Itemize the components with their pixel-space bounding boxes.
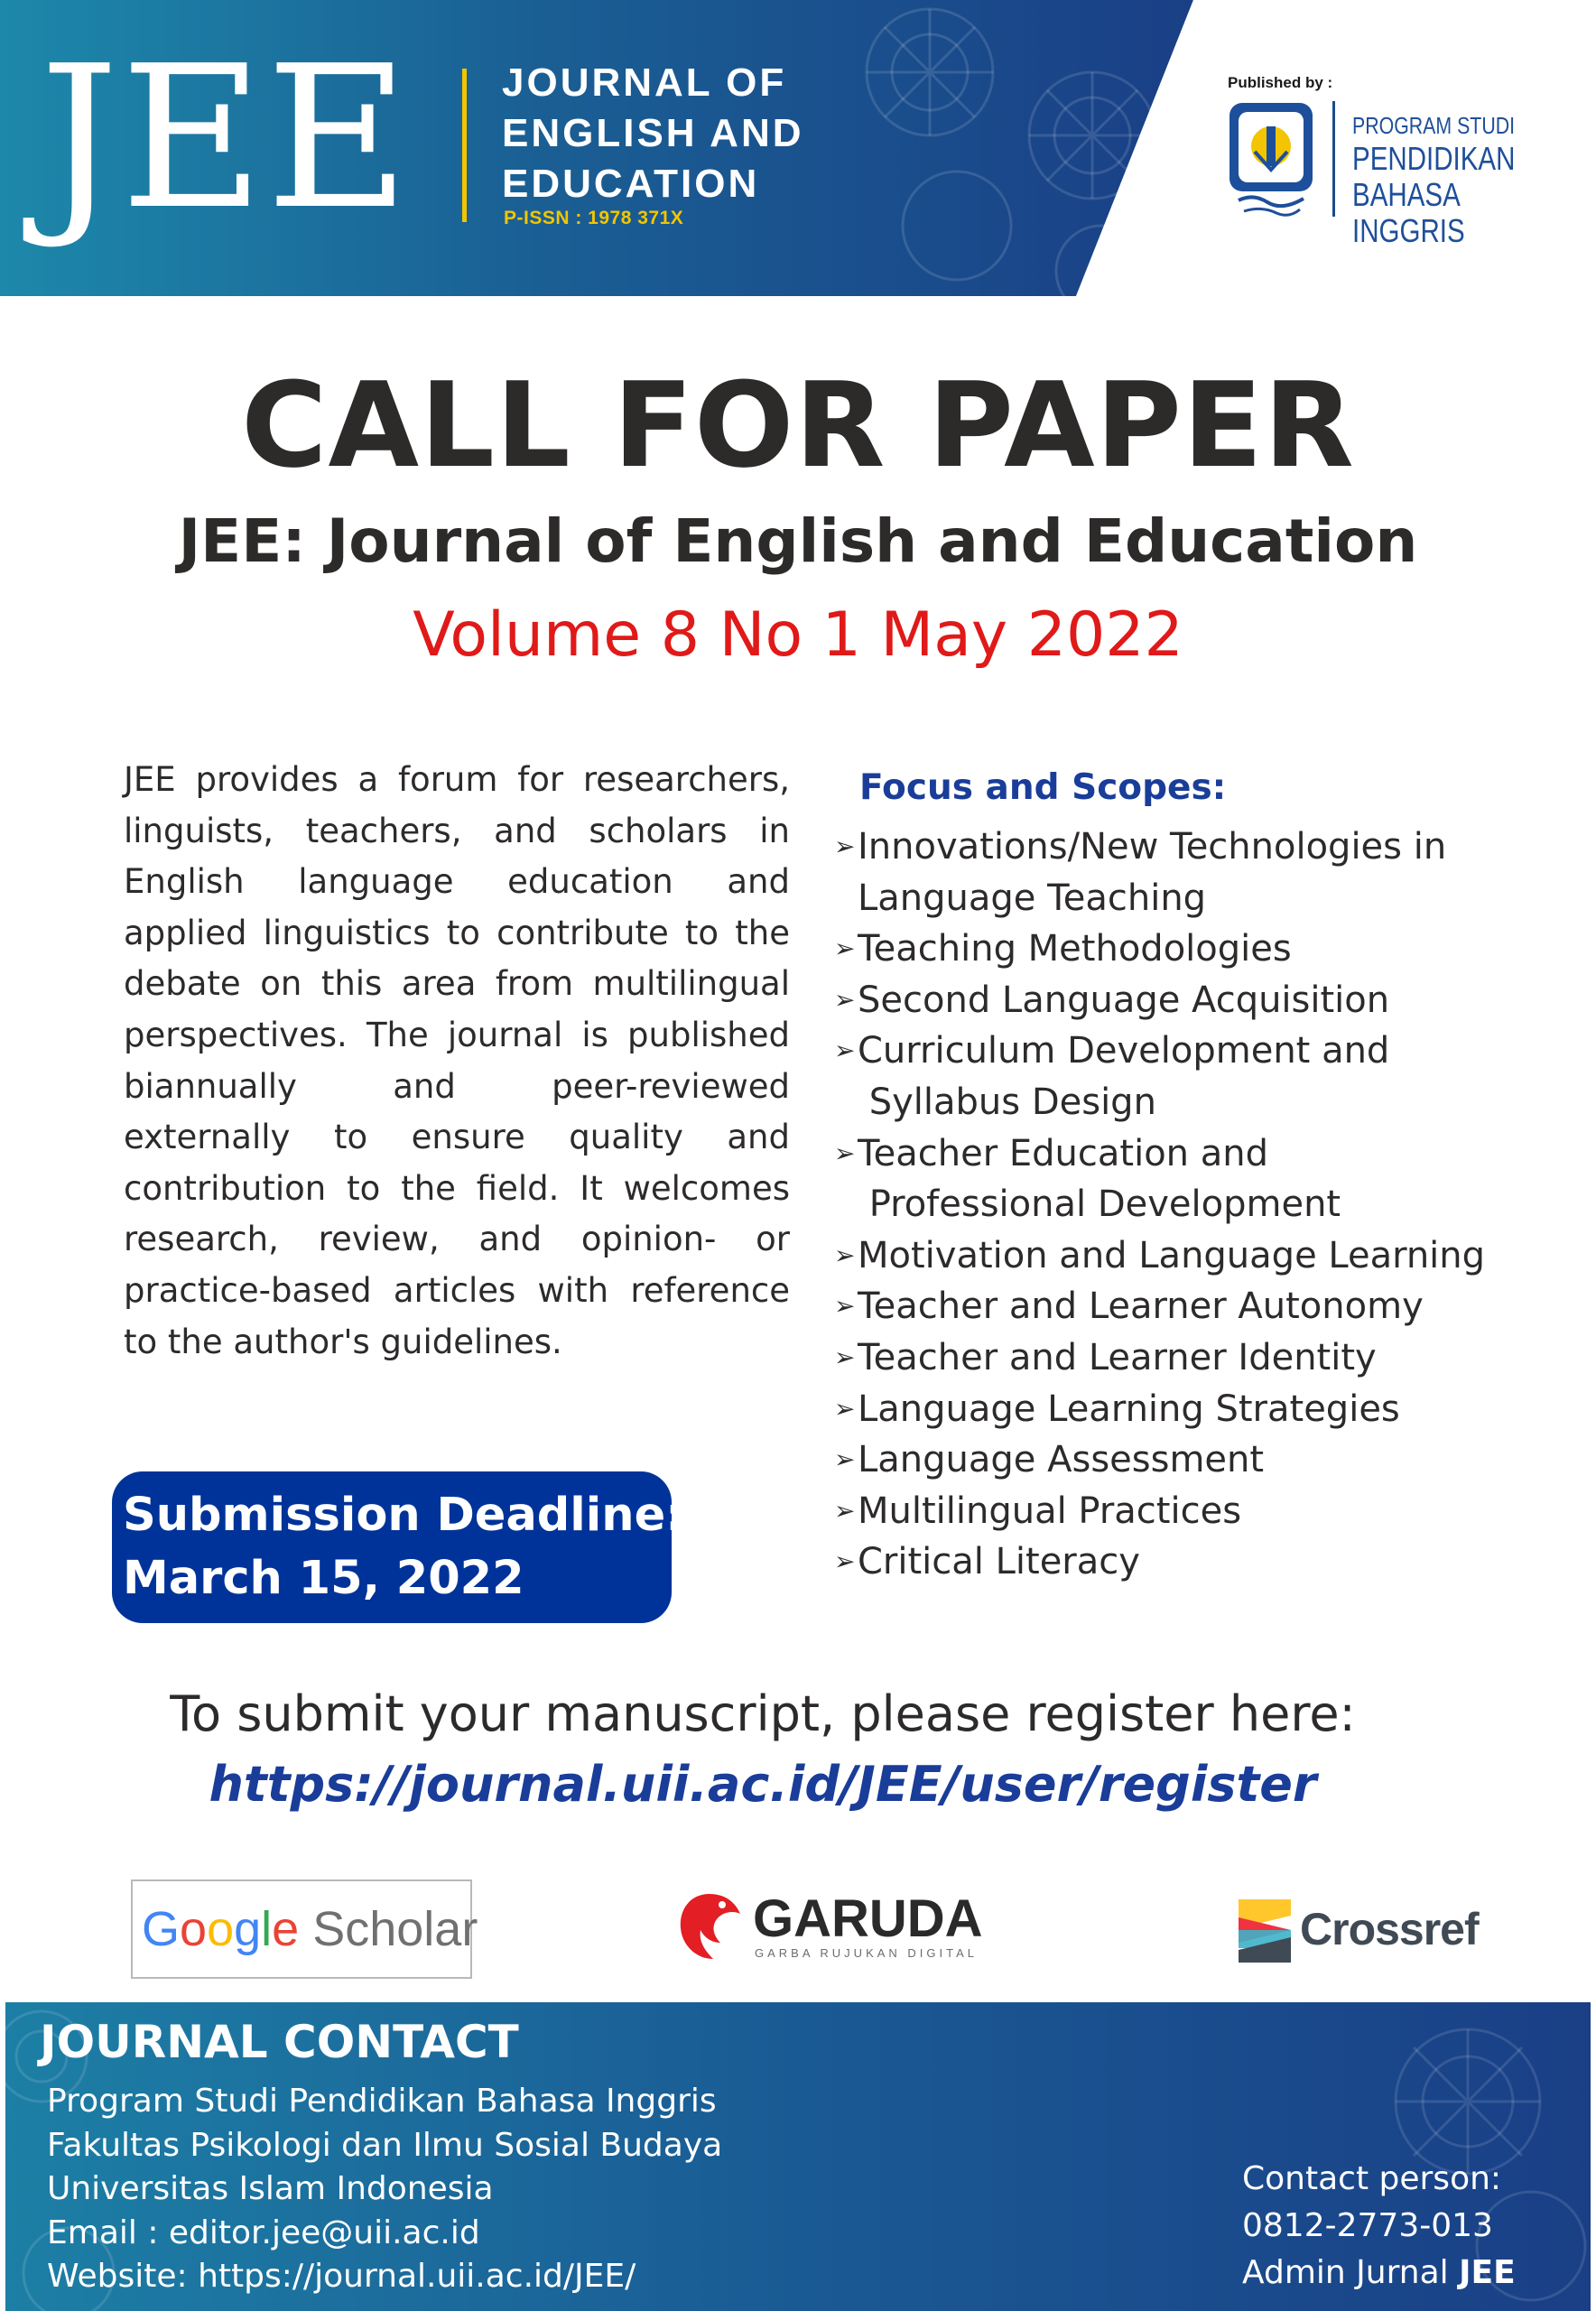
deadline-date: March 15, 2022 [123,1552,524,1605]
arrowhead-icon: ➢ [834,1444,856,1475]
list-item [834,1434,1556,1486]
list-item-label: Language Teaching [858,877,1207,919]
list-item-label: Curriculum Development and [858,1030,1390,1072]
email-line[interactable]: Email : editor.jee@uii.ac.id [47,2214,480,2251]
arrowhead-icon: ➢ [834,1546,856,1577]
website-line[interactable]: Website: https://journal.uii.ac.id/JEE/ [47,2258,636,2295]
list-item [834,1179,1556,1230]
list-item [834,1332,1556,1384]
publisher-name [1352,110,1552,249]
arrowhead-icon: ➢ [834,1239,856,1270]
garuda-tagline: GARBA RUJUKAN DIGITAL [755,1946,979,1960]
deadline-label: Submission Deadline: [123,1489,684,1542]
list-item [834,1384,1556,1435]
contact-label: Contact person: [1242,2160,1502,2197]
list-item [834,1486,1556,1537]
publisher-line: PROGRAM STUDI [1352,112,1516,139]
submission-deadline-badge [112,1471,684,1623]
arrowhead-icon: ➢ [834,1035,856,1066]
garuda-icon [677,1890,742,1963]
contact-admin: Admin Jurnal JEE [1242,2254,1516,2291]
contact-phone[interactable]: 0812-2773-013 [1242,2207,1493,2244]
list-item-label: Language Learning Strategies [858,1388,1400,1430]
list-item [834,873,1556,924]
list-item-label: Professional Development [858,1183,1341,1226]
arrowhead-icon: ➢ [834,1393,856,1424]
list-item-label: Innovations/New Technologies in [858,826,1447,868]
register-link[interactable]: https://journal.uii.ac.id/JEE/user/register [209,1756,1317,1813]
list-item-label: Second Language Acquisition [858,979,1390,1021]
arrowhead-icon: ➢ [834,1291,856,1322]
list-item-label: Motivation and Language Learning [858,1234,1486,1276]
list-item [834,1026,1556,1077]
crossref-logo-text: Crossref [1300,1904,1479,1954]
list-item [834,821,1556,873]
publisher-line: BAHASA INGGRIS [1352,176,1465,249]
focus-scopes-list [834,821,1556,1588]
jee-logo: JEE [40,24,412,253]
address-line: Universitas Islam Indonesia [47,2170,494,2207]
crossref-icon [1235,1894,1294,1966]
volume-issue: Volume 8 No 1 May 2022 [413,599,1183,671]
journal-name-line: EDUCATION [502,162,760,206]
list-item-label: Language Assessment [858,1439,1265,1481]
journal-contact-heading: JOURNAL CONTACT [40,2016,519,2068]
list-item-label: Teaching Methodologies [858,928,1292,970]
uii-seal-icon [1226,99,1316,218]
arrowhead-icon: ➢ [834,1137,856,1168]
journal-name-line: JOURNAL OF [502,60,787,105]
contact-address [47,2080,722,2299]
arrowhead-icon: ➢ [834,1341,856,1372]
list-item-label: Syllabus Design [858,1081,1156,1123]
list-item [834,1230,1556,1282]
list-item [834,1128,1556,1180]
journal-header-banner [0,0,1596,296]
publisher-divider [1332,101,1335,217]
google-scholar-logo: Google Scholar [131,1879,472,1979]
journal-name-line: ENGLISH AND [502,111,804,155]
published-by-label: Published by : [1228,74,1333,91]
journal-description: JEE provides a forum for researchers, linguists, teachers, and scholars in English language education and applied linguistics to contribute to the debate on this area from multilingual perspectives. The journal is published biannually and peer-reviewed externally to ensure quality and contribution to the field. It welcomes research, review, and opinion- or practice-based articles with reference to the author's guidelines. [124,760,790,1361]
list-item [834,1536,1556,1588]
issn-number: P-ISSN : 1978 371X [504,208,684,228]
journal-name [502,58,881,209]
journal-contact-footer [5,2002,1591,2311]
list-item-label: Teacher Education and [858,1132,1268,1174]
focus-scopes-heading: Focus and Scopes: [859,767,1227,808]
arrowhead-icon: ➢ [834,933,856,964]
publisher-line: PENDIDIKAN [1352,140,1516,177]
list-item-label: Multilingual Practices [858,1490,1242,1532]
garuda-logo-text: GARUDA [753,1889,983,1948]
contact-person [1242,2156,1516,2297]
list-item-label: Teacher and Learner Identity [858,1336,1377,1378]
list-item-label: Critical Literacy [858,1541,1140,1583]
arrowhead-icon: ➢ [834,984,856,1015]
list-item [834,975,1556,1026]
register-instruction: To submit your manuscript, please register here: [170,1685,1356,1742]
call-for-paper-title: CALL FOR PAPER [241,357,1355,494]
list-item-label: Teacher and Learner Autonomy [858,1285,1424,1328]
address-line: Program Studi Pendidikan Bahasa Inggris [47,2083,717,2120]
list-item [834,1281,1556,1332]
arrowhead-icon: ➢ [834,1495,856,1526]
arrowhead-icon: ➢ [834,831,856,861]
journal-subtitle: JEE: Journal of English and Education [178,506,1418,576]
list-item [834,923,1556,975]
logo-divider [462,69,467,222]
list-item [834,1077,1556,1128]
address-line: Fakultas Psikologi dan Ilmu Sosial Budaya [47,2126,723,2164]
